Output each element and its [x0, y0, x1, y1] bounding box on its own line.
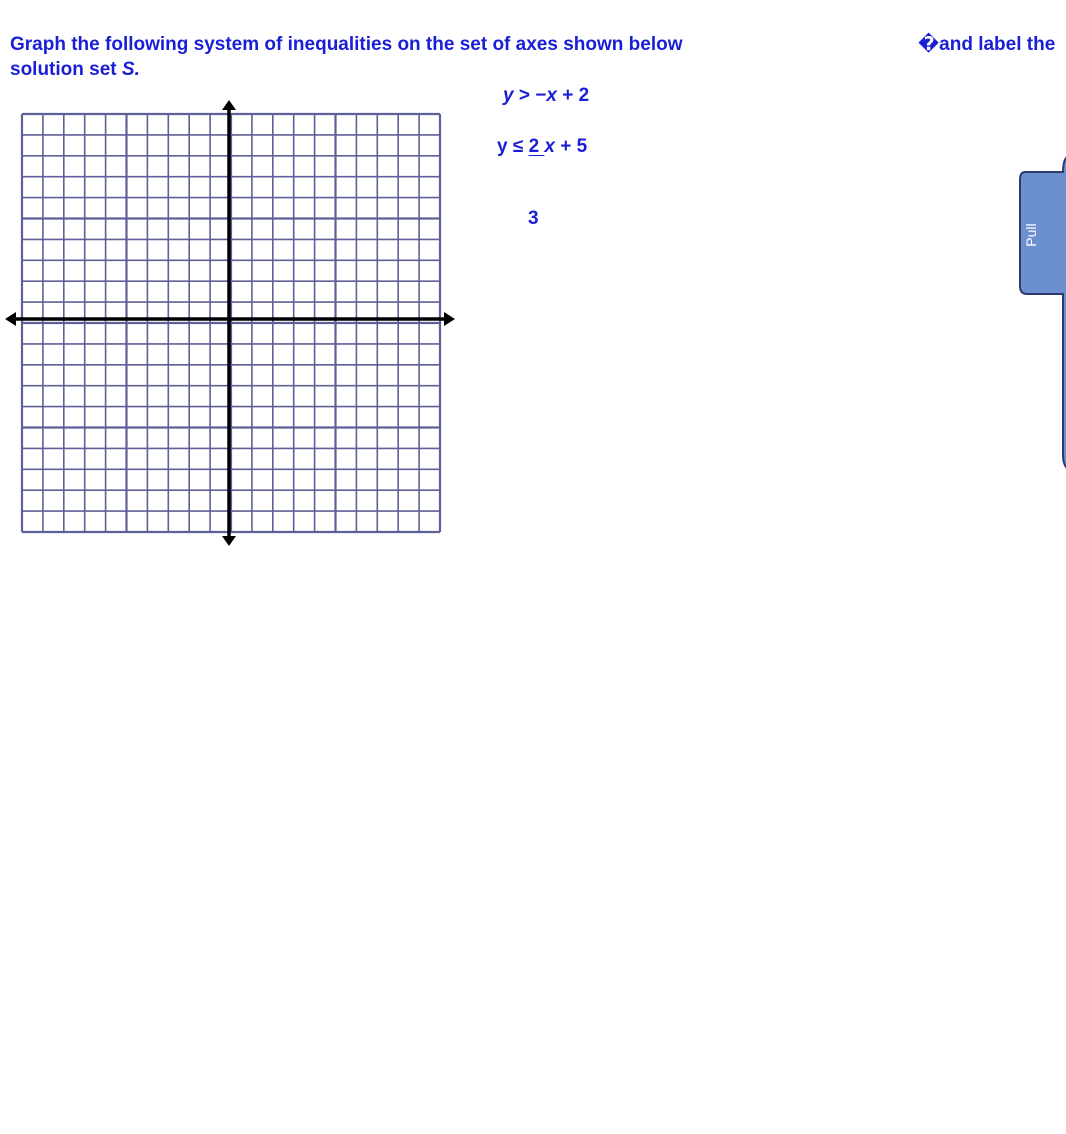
inequality-2-x: x: [544, 136, 555, 157]
prompt-line-2: [10, 59, 140, 81]
fraction-denominator: 3: [528, 208, 539, 229]
inequality-2-lead: y ≤: [497, 136, 529, 157]
prompt-text-continued: �and label the: [918, 34, 1056, 55]
inequality-2-numerator: 2: [528, 136, 545, 157]
x-axis-left-arrow-icon: [5, 312, 16, 326]
inequality-2-constant: + 5: [555, 136, 588, 157]
inequality-2-denominator: [528, 208, 539, 230]
pull-tab-shape[interactable]: [1020, 150, 1066, 480]
inequality-2: [497, 136, 587, 158]
pull-tab-label: Pull: [1023, 223, 1039, 247]
y-axis-bottom-arrow-icon: [222, 536, 236, 546]
inequality-1-operator: >: [513, 85, 536, 106]
inequality-1: [503, 85, 589, 107]
y-axis-top-arrow-icon: [222, 100, 236, 110]
prompt-text: Graph the following system of inequalities on the set of axes shown below: [10, 34, 683, 55]
coordinate-grid[interactable]: [0, 95, 460, 550]
x-axis-right-arrow-icon: [444, 312, 455, 326]
prompt-text-line2: solution set: [10, 59, 122, 80]
grid-lines: [22, 114, 440, 532]
prompt-line-1: [10, 34, 683, 56]
inequality-1-y: y: [503, 85, 514, 106]
inequality-1-constant: + 2: [556, 85, 590, 106]
inequality-1-negative: −: [535, 85, 547, 106]
pull-tab[interactable]: [1019, 150, 1066, 480]
inequality-1-x: x: [546, 85, 557, 106]
solution-set-label: S.: [121, 59, 140, 80]
prompt-line-1-continued: [918, 34, 1055, 56]
